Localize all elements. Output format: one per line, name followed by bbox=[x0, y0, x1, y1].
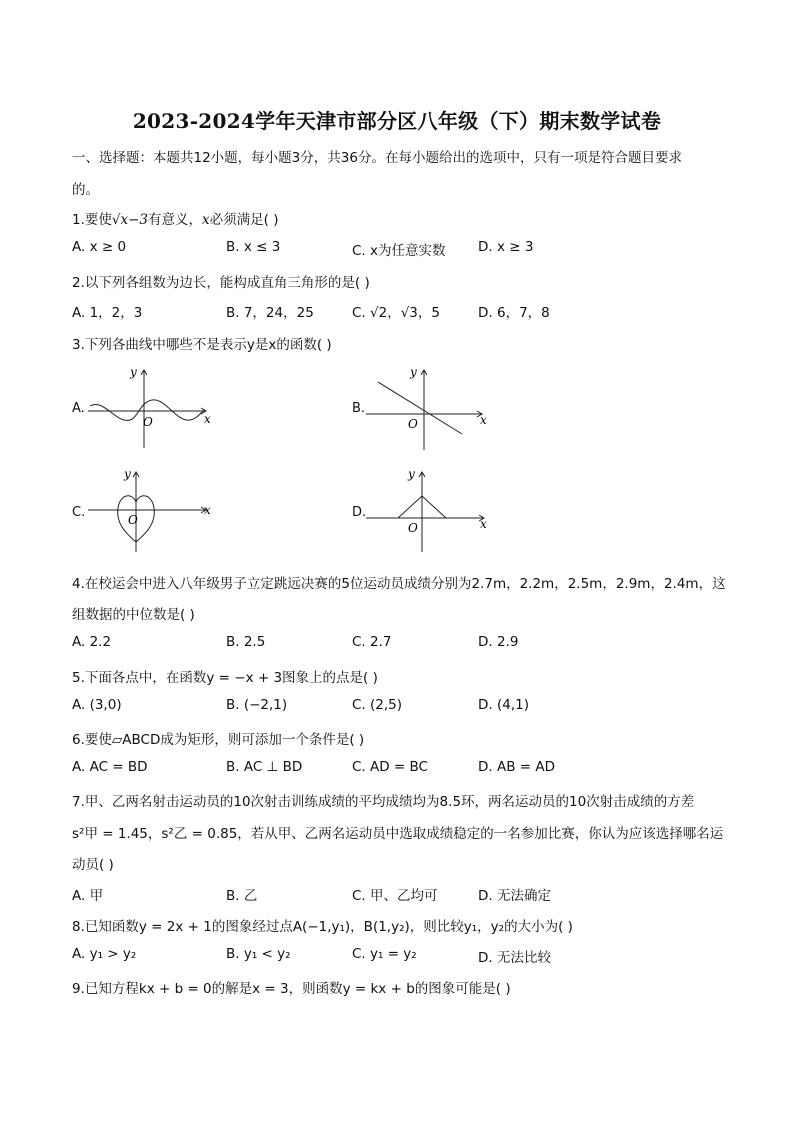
question-9: 9.已知方程kx + b = 0的解是x = 3，则函数y = kx + b的图象可能是( ) bbox=[72, 981, 511, 997]
q5-option-b[interactable]: B. (−2,1) bbox=[226, 697, 288, 713]
x-label: x bbox=[480, 413, 487, 427]
function-line bbox=[378, 382, 462, 434]
question-7: 7.甲、乙两名射击运动员的10次射击训练成绩的平均成绩均为8.5环，两名运动员的10次射击成绩的方差 bbox=[72, 794, 695, 810]
q7-option-c[interactable]: C. 甲、乙均可 bbox=[352, 888, 438, 904]
q2-option-c[interactable]: C. √2，√3，5 bbox=[352, 305, 440, 321]
question-4: 4.在校运会中进入八年级男子立定跳远决赛的5位运动员成绩分别为2.7m，2.2m，2.5m，2.9m，2.4m，这 bbox=[72, 576, 726, 592]
q8-option-b[interactable]: B. y₁ < y₂ bbox=[226, 946, 291, 962]
q6-option-b[interactable]: B. AC ⊥ BD bbox=[226, 759, 303, 775]
q4-option-d[interactable]: D. 2.9 bbox=[478, 634, 519, 650]
origin-label: O bbox=[408, 417, 418, 431]
question-4-cont: 组数据的中位数是( ) bbox=[72, 607, 195, 623]
q8-option-d[interactable]: D. 无法比较 bbox=[478, 950, 551, 966]
q6-option-d[interactable]: D. AB = AD bbox=[478, 759, 555, 775]
q4-option-b[interactable]: B. 2.5 bbox=[226, 634, 266, 650]
q5-option-d[interactable]: D. (4,1) bbox=[478, 697, 529, 713]
question-8: 8.已知函数y = 2x + 1的图象经过点A(−1,y₁)，B(1,y₂)，则比较y₁，y₂的大小为( ) bbox=[72, 919, 573, 935]
y-label: y bbox=[124, 467, 131, 481]
x-label: x bbox=[480, 517, 487, 531]
section-heading-cont: 的。 bbox=[72, 182, 99, 198]
q1-option-d[interactable]: D. x ≥ 3 bbox=[478, 239, 534, 255]
q3-option-c[interactable]: C. bbox=[72, 505, 86, 520]
question-1-mid: 有意义， bbox=[148, 212, 203, 228]
q2-option-d[interactable]: D. 6，7，8 bbox=[478, 305, 550, 321]
sqrt-expression: √x−3 bbox=[111, 212, 149, 228]
q6-option-c[interactable]: C. AD = BC bbox=[352, 759, 428, 775]
question-7-cont2: 动员( ) bbox=[72, 857, 114, 873]
x-label: x bbox=[204, 503, 211, 517]
q3-option-b[interactable]: B. bbox=[352, 401, 366, 416]
q2-option-a[interactable]: A. 1，2，3 bbox=[72, 305, 143, 321]
q8-option-a[interactable]: A. y₁ > y₂ bbox=[72, 946, 137, 962]
y-label: y bbox=[408, 467, 415, 481]
section-heading: 一、选择题：本题共12小题，每小题3分，共36分。在每小题给出的选项中，只有一项是符合题目要求 bbox=[72, 150, 682, 166]
question-6: 6.要使▱ABCD成为矩形，则可添加一个条件是( ) bbox=[72, 732, 365, 748]
q3-option-d[interactable]: D. bbox=[352, 505, 367, 520]
q3-figure-c bbox=[86, 466, 216, 556]
q6-option-a[interactable]: A. AC = BD bbox=[72, 759, 148, 775]
q3-figure-d bbox=[364, 466, 494, 556]
x-label: x bbox=[204, 412, 211, 426]
question-1-suffix: 必须满足( ) bbox=[209, 212, 279, 228]
q4-option-a[interactable]: A. 2.2 bbox=[72, 634, 112, 650]
question-1-prefix: 1.要使 bbox=[72, 212, 112, 228]
q7-option-a[interactable]: A. 甲 bbox=[72, 888, 104, 904]
q1-option-c[interactable]: C. x为任意实数 bbox=[352, 243, 446, 259]
q1-option-b[interactable]: B. x ≤ 3 bbox=[226, 239, 281, 255]
q3-option-a[interactable]: A. bbox=[72, 401, 85, 416]
q5-option-a[interactable]: A. (3,0) bbox=[72, 697, 122, 713]
q5-option-c[interactable]: C. (2,5) bbox=[352, 697, 403, 713]
question-5: 5.下面各点中，在函数y = −x + 3图象上的点是( ) bbox=[72, 670, 378, 686]
y-label: y bbox=[410, 365, 417, 379]
question-1-var: x bbox=[202, 212, 210, 228]
q3-figure-b bbox=[364, 362, 494, 452]
q3-figure-a bbox=[86, 362, 216, 450]
origin-label: O bbox=[408, 521, 418, 535]
question-1 bbox=[72, 208, 278, 228]
origin-label: O bbox=[128, 513, 138, 527]
q2-option-b[interactable]: B. 7，24，25 bbox=[226, 305, 314, 321]
q8-option-c[interactable]: C. y₁ = y₂ bbox=[352, 946, 417, 962]
q7-option-d[interactable]: D. 无法确定 bbox=[478, 888, 551, 904]
q7-option-b[interactable]: B. 乙 bbox=[226, 888, 258, 904]
question-3: 3.下列各曲线中哪些不是表示y是x的函数( ) bbox=[72, 337, 332, 353]
y-label: y bbox=[130, 365, 137, 379]
q1-option-a[interactable]: A. x ≥ 0 bbox=[72, 239, 127, 255]
exam-title: 2023-2024学年天津市部分区八年级（下）期末数学试卷 bbox=[132, 109, 662, 133]
question-7-cont: s²甲 = 1.45，s²乙 = 0.85，若从甲、乙两名运动员中选取成绩稳定的一名参加比赛，你认为应该选择哪名运 bbox=[72, 826, 724, 842]
q4-option-c[interactable]: C. 2.7 bbox=[352, 634, 392, 650]
question-2: 2.以下列各组数为边长，能构成直角三角形的是( ) bbox=[72, 275, 370, 291]
origin-label: O bbox=[143, 415, 153, 429]
